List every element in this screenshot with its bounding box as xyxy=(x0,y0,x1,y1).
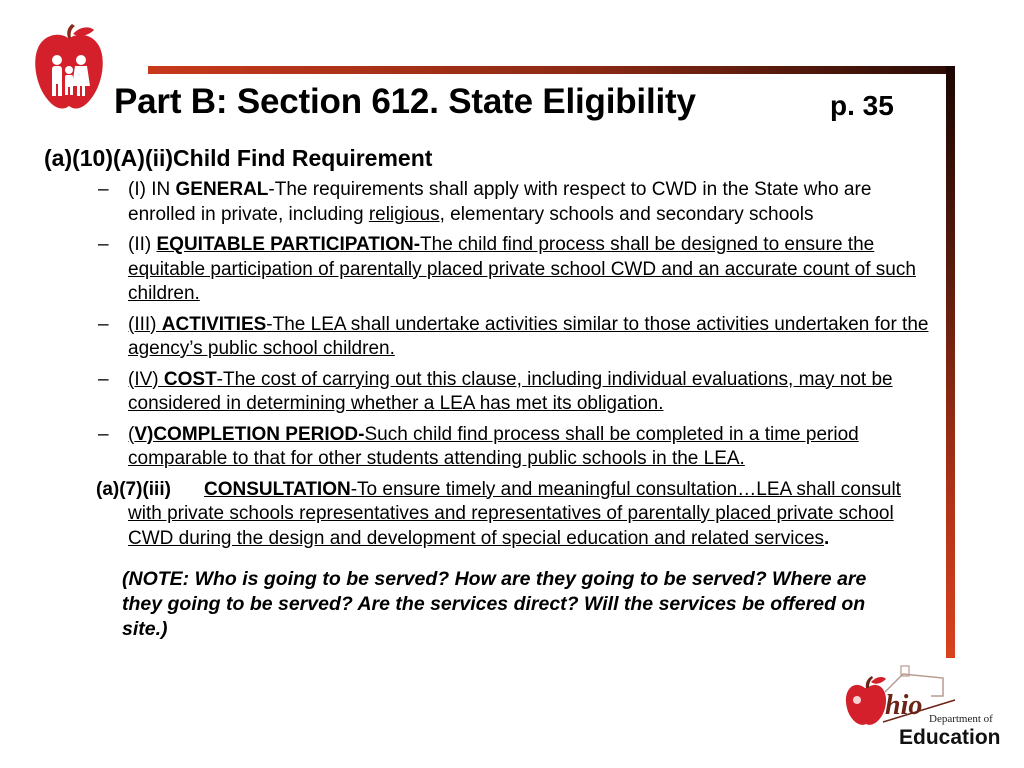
item-keyword: ACTIVITIES xyxy=(161,313,267,335)
bullet-item-activities xyxy=(0,313,940,362)
bullet-dash: – xyxy=(98,368,109,390)
item-text: -The requirements shall apply with respect to CWD in the State who are enrolled in private, including xyxy=(128,179,872,225)
bullet-item-cost xyxy=(0,368,940,417)
item-text-end: , elementary schools and secondary schools xyxy=(439,203,814,225)
consultation-item xyxy=(0,478,908,552)
bullet-item-general xyxy=(0,178,940,227)
consultation-end: . xyxy=(824,527,830,549)
item-text: Such child find process shall be completed in a time period comparable to that for other students attending public schools in the LEA. xyxy=(128,423,859,469)
bullet-dash: – xyxy=(98,179,109,200)
consultation-text: -To ensure timely and meaningful consultation…LEA shall consult with private schools representatives and representatives of parentally placed private school CWD during the design and development of special education and related services xyxy=(128,478,901,549)
bullet-item-equitable xyxy=(0,233,940,307)
item-underlined-word: religious xyxy=(368,203,440,225)
item-text: -The cost of carrying out this clause, including individual evaluations, may not be considered in determining whether a LEA has met its obligation. xyxy=(128,368,893,414)
ohio-logo-script: hio xyxy=(885,690,923,721)
item-keyword: GENERAL xyxy=(175,179,269,200)
note-text: (NOTE: Who is going to be served? How are they going to be served? Where are they going to be served? Are the services direct? Will the services be offered on site.) xyxy=(122,568,867,640)
item-keyword: EQUITABLE PARTICIPATION- xyxy=(156,234,421,255)
item-prefix: (IV) xyxy=(128,368,164,390)
page-reference: p. 35 xyxy=(830,90,894,121)
slide-title: Part B: Section 612. State Eligibility xyxy=(114,82,696,121)
bullet-dash: – xyxy=(98,234,109,255)
consultation-label: (a)(7)(iii) xyxy=(96,478,171,500)
bullet-dash: – xyxy=(98,423,109,445)
item-keyword: V)COMPLETION PERIOD- xyxy=(134,423,365,445)
bullet-item-completion xyxy=(0,423,940,472)
ohio-logo-dept: Department of xyxy=(929,713,993,725)
bullet-dash: – xyxy=(98,313,109,335)
ohio-logo-education: Education xyxy=(899,726,1001,748)
apple-family-icon xyxy=(30,24,108,114)
consultation-keyword: CONSULTATION xyxy=(204,478,351,500)
item-prefix: ( xyxy=(128,423,135,445)
ohio-department-of-education-logo xyxy=(843,664,1003,748)
item-prefix: (II) xyxy=(128,234,157,255)
item-prefix: (I) IN xyxy=(128,179,176,200)
item-keyword: COST xyxy=(163,368,217,390)
item-text: -The LEA shall undertake activities similar to those activities undertaken for the agency’s public school children. xyxy=(128,313,929,359)
item-prefix: (III) xyxy=(128,313,162,335)
title-accent-bar xyxy=(148,66,954,74)
section-heading: (a)(10)(A)(ii)Child Find Requirement xyxy=(44,145,433,171)
slide-body xyxy=(0,178,960,642)
item-text: The child find process shall be designed to ensure the equitable participation of parentally placed private school CWD and an accurate count of such children. xyxy=(128,234,916,304)
